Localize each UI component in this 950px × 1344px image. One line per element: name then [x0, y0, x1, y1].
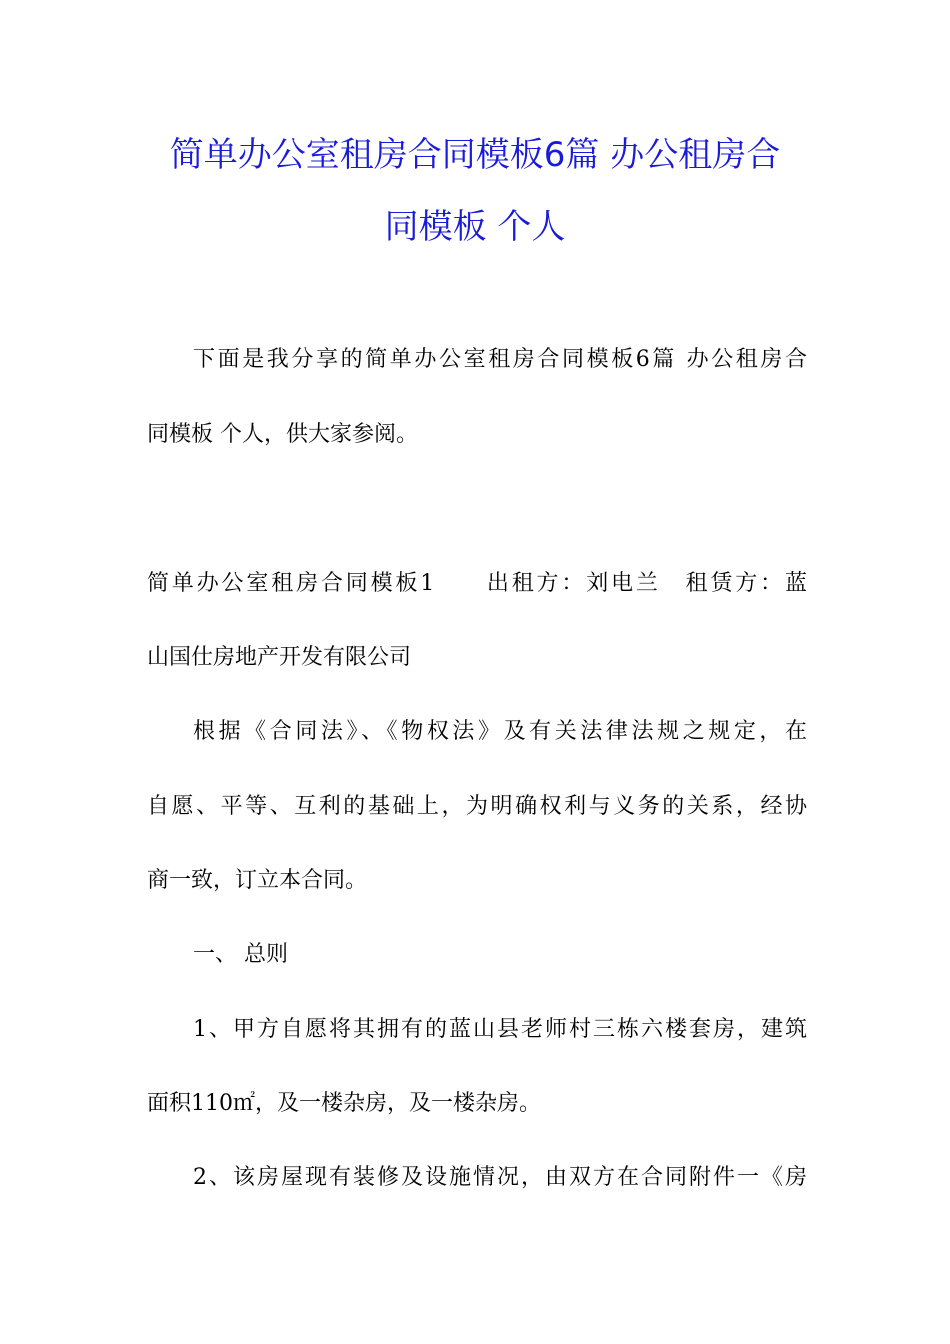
- document-title-line-1: 简单办公室租房合同模板6篇 办公租房合: [169, 135, 781, 175]
- intro-paragraph-line-1: 下面是我分享的简单办公室租房合同模板6篇 办公租房合: [193, 347, 807, 372]
- document-title-line-2: 同模板 个人: [384, 207, 566, 247]
- clause-2-line-1: 2、该房屋现有装修及设施情况，由双方在合同附件一《房: [193, 1165, 807, 1190]
- contract-heading-line-1: 简单办公室租房合同模板1 出租方：刘电兰 租赁方：蓝: [147, 571, 807, 596]
- preamble-line-1: 根据《合同法》、《物权法》及有关法律法规之规定，在: [193, 719, 807, 744]
- contract-heading-line-2: 山国仕房地产开发有限公司: [147, 645, 412, 670]
- clause-1-line-1: 1、甲方自愿将其拥有的蓝山县老师村三栋六楼套房，建筑: [193, 1017, 807, 1042]
- clause-1-line-2: 面积110㎡，及一楼杂房，及一楼杂房。: [147, 1091, 541, 1116]
- section-heading-general: 一、 总则: [193, 942, 288, 967]
- intro-paragraph-line-2: 同模板 个人，供大家参阅。: [147, 422, 418, 447]
- preamble-line-3: 商一致，订立本合同。: [147, 868, 368, 893]
- preamble-line-2: 自愿、平等、互利的基础上，为明确权利与义务的关系，经协: [147, 794, 807, 819]
